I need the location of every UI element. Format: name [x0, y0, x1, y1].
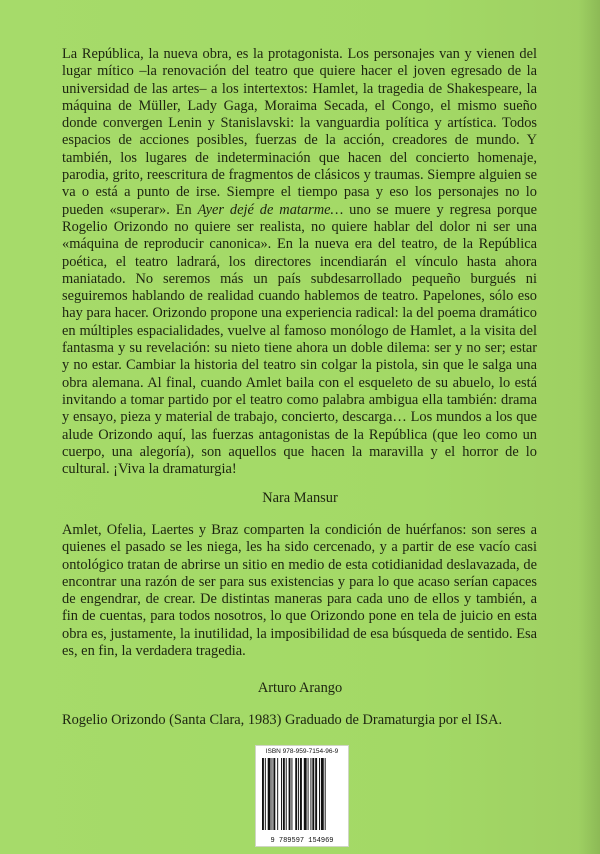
barcode-bar	[286, 758, 287, 830]
barcode-bar	[272, 758, 273, 830]
barcode-bar	[312, 758, 314, 830]
barcode-digits: 9 789597 154969	[270, 837, 334, 845]
barcode-bar	[281, 758, 282, 830]
barcode-bar	[310, 758, 311, 830]
barcode-bar	[273, 758, 275, 830]
barcode-bar	[295, 758, 297, 830]
barcode-bars	[262, 758, 342, 830]
barcode-bar	[265, 758, 266, 830]
barcode-bar	[289, 758, 291, 830]
book-title-italic: Ayer dejé de matarme…	[197, 201, 344, 218]
barcode-bar	[325, 758, 326, 830]
barcode-bar	[315, 758, 317, 830]
barcode-bar	[319, 758, 320, 830]
barcode-bar	[268, 758, 271, 830]
barcode-bar	[283, 758, 285, 830]
isbn-barcode	[255, 745, 349, 847]
barcode-bar	[308, 758, 309, 830]
review-arturo-arango: Amlet, Ofelia, Laertes y Braz comparten la condición de huérfanos: son seres a quienes el pasado se les niega, les ha sido cercenado, y a partir de ese vacío casi ontológico tratan de abrirse un sitio en medio de esta cotidianidad deslavazada, de encontrar una razón de ser para sus existencias y para lo que acaso serían capaces de engendrar, de crear. De distintas maneras para cada uno de ellos y también, a fin de cuentas, para todos nosotros, lo que Orizondo pone en tela de juicio en esta obra es, justamente, la inutilidad, la imposibilidad de esa búsqueda de sentido. Esa es, en fin, la verdadera tragedia.	[62, 522, 537, 660]
barcode-bar	[291, 758, 292, 830]
isbn-label: ISBN 978-959-7154-96-9	[265, 748, 339, 755]
barcode-bar	[298, 758, 299, 830]
review-nara-mansur	[62, 46, 537, 478]
review1-text-part2: uno se muere y regresa porque Rogelio Orizondo no quiere ser realista, no quiere hablar del dolor ni ser una «máquina de reproducir canonica». En la nueva era del teatro, de la República poética, el teatro ladrará, los directores incendiarán el vínculo hasta ahora maniatado. No seremos más un país subdesarrollado pequeño burgués ni seguiremos hablando de realidad cuando hablemos de teatro. Papelones, sólo eso hay para hacer. Orizondo propone una experiencia radical: la del poema dramático en múltiples espacialidades, vuelve al famoso monólogo de Hamlet, a la visita del fantasma y su revelación: su nieto tiene ahora un doble dilema: ser y no ser; estar y no estar. Cambiar la historia del teatro sin colgar la pistola, sin que le salga una obra alemana. Al final, cuando Amlet baila con el esqueleto de su abuelo, lo está invitando a tomar partido por el teatro como palabra ambigua ella también: drama y ensayo, pieza y material de trabajo, concierto, descarga… Los mundos a los que alude Orizondo aquí, las fuerzas antagonistas de la República (que leo como un cuerpo, una alegoría), son aquellos que hacen la maravilla y el horror de lo cultural. ¡Viva la dramaturgia!	[62, 201, 537, 478]
barcode-bar	[277, 758, 278, 830]
signature-nara-mansur: Nara Mansur	[262, 490, 338, 506]
barcode-bar	[321, 758, 324, 830]
barcode-bar	[300, 758, 302, 830]
spine-shadow	[578, 0, 600, 854]
author-bio: Rogelio Orizondo (Santa Clara, 1983) Graduado de Dramaturgia por el ISA.	[62, 712, 503, 728]
review1-text-part1: La República, la nueva obra, es la protagonista. Los personajes van y vienen del lugar mítico –la renovación del teatro que quiere hacer el joven egresado de la universidad de las artes– a los intertextos: Hamlet, la tragedia de Shakespeare, la máquina de Müller, Lady Gaga, Moraima Secada, el Congo, el mismo sueño donde convergen Lenin y Stanislavski: la vanguardia política y artística. Todos espacios de acciones posibles, fuerzas de la acción, creadores de mundo. Y también, los lugares de indeterminación que hacen del concierto homenaje, parodia, grito, reescritura de fragmentos de clásicos y traumas. Siempre alguien se va o está a punto de irse. Siempre el tiempo pasa y eso los personajes no lo pueden «superar». En	[62, 46, 537, 218]
signature-arturo-arango: Arturo Arango	[257, 680, 343, 696]
barcode-bar	[262, 758, 264, 830]
barcode-bar	[304, 758, 307, 830]
